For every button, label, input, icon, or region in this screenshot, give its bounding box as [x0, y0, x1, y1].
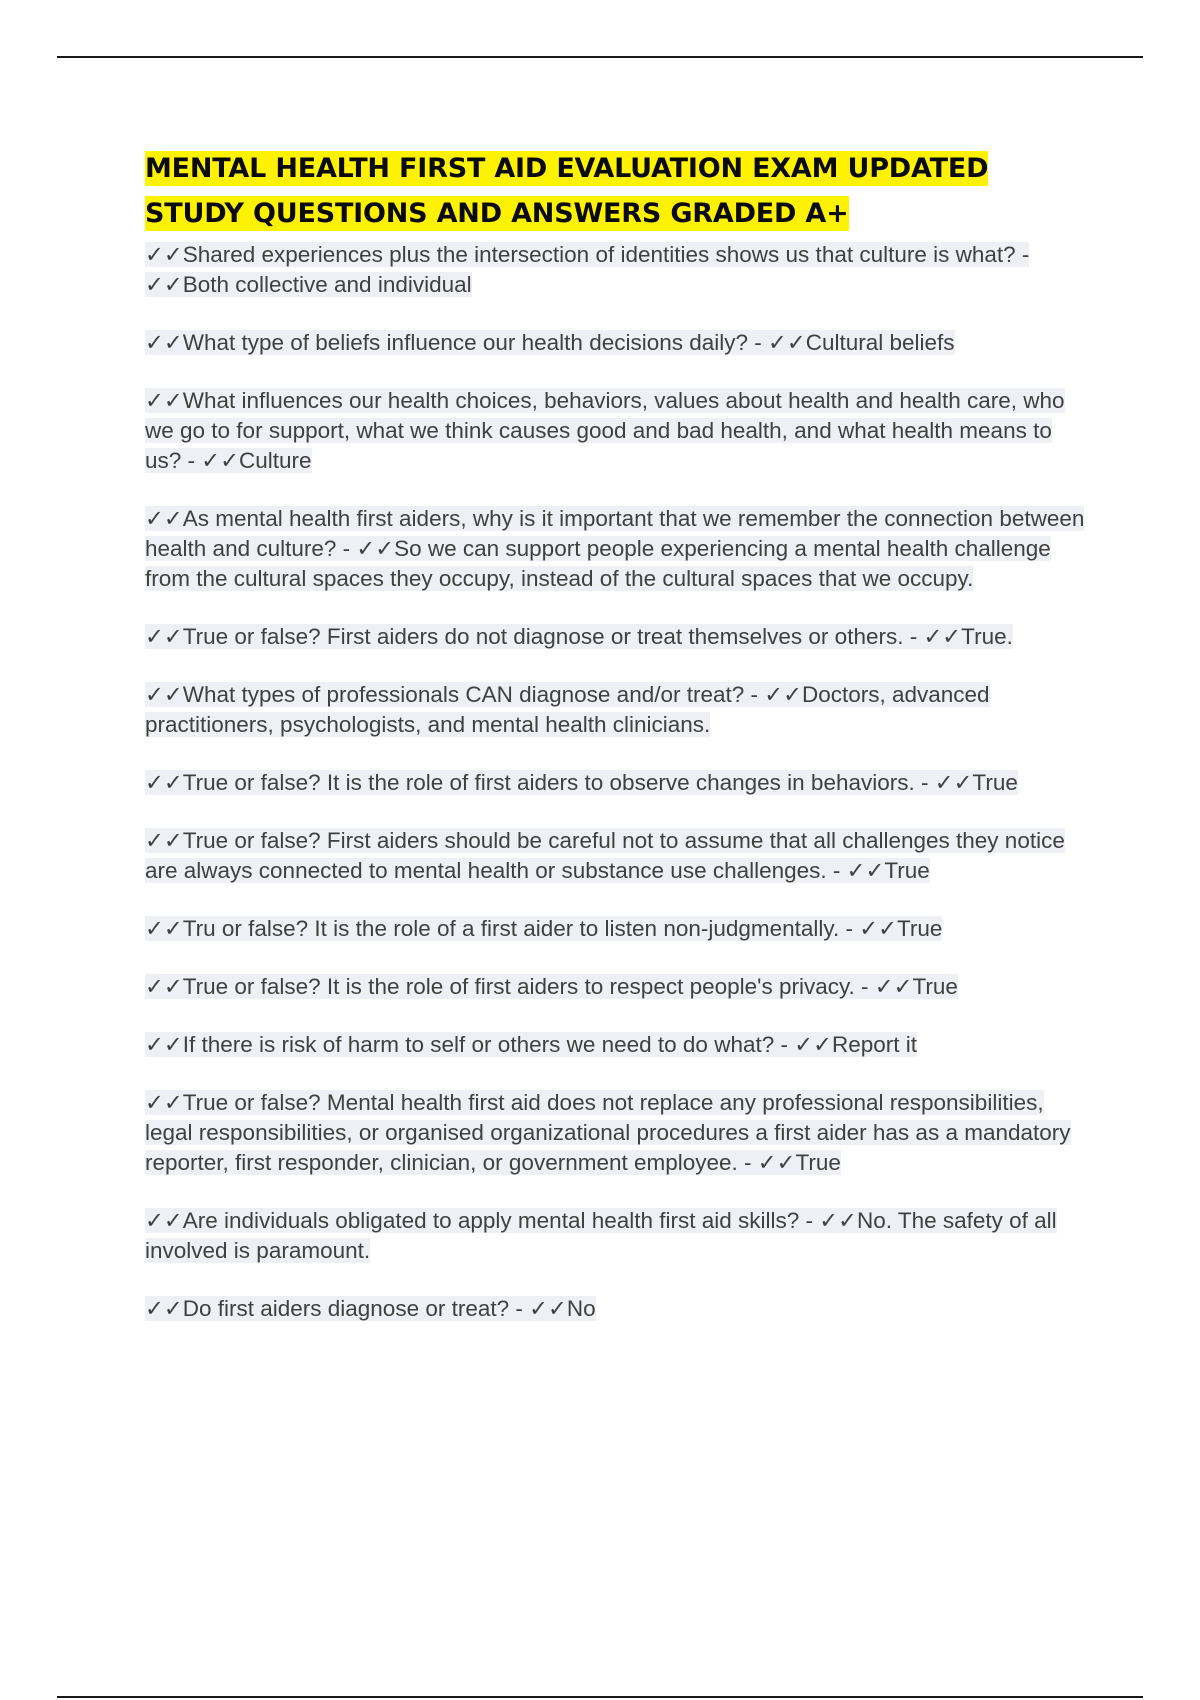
- qa-text: ✓✓As mental health first aiders, why is it important that we remember the connection between health and culture? - ✓✓So we can support people experiencing a mental health challenge from the cultural spaces they occupy, instead of the cultural spaces that we occupy.: [145, 506, 1085, 591]
- document-body: [145, 146, 1085, 1352]
- qa-item: [145, 914, 1085, 944]
- qa-text: ✓✓Do first aiders diagnose or treat? - ✓✓No: [145, 1296, 596, 1321]
- document-title: [145, 146, 1085, 236]
- qa-text: ✓✓True or false? First aiders do not diagnose or treat themselves or others. - ✓✓True.: [145, 624, 1013, 649]
- qa-item: [145, 972, 1085, 1002]
- qa-text: ✓✓Are individuals obligated to apply mental health first aid skills? - ✓✓No. The safety of all involved is paramount.: [145, 1208, 1057, 1263]
- qa-text: ✓✓What influences our health choices, behaviors, values about health and health care, who we go to for support, what we think causes good and bad health, and what health means to us? - ✓✓Culture: [145, 388, 1065, 473]
- qa-item: [145, 1294, 1085, 1324]
- qa-list: [145, 240, 1085, 1324]
- qa-text: ✓✓True or false? It is the role of first aiders to observe changes in behaviors. - ✓✓True: [145, 770, 1018, 795]
- qa-item: [145, 680, 1085, 740]
- qa-text: ✓✓What type of beliefs influence our health decisions daily? - ✓✓Cultural beliefs: [145, 330, 955, 355]
- qa-item: [145, 328, 1085, 358]
- qa-text: ✓✓Tru or false? It is the role of a first aider to listen non-judgmentally. - ✓✓True: [145, 916, 943, 941]
- qa-text: ✓✓True or false? Mental health first aid does not replace any professional responsibilities, legal responsibilities, or organised organizational procedures a first aider has as a mandatory reporter, first responder, clinician, or government employee. - ✓✓True: [145, 1090, 1071, 1175]
- header-rule: [57, 56, 1143, 58]
- qa-item: [145, 240, 1085, 300]
- title-line-2: STUDY QUESTIONS AND ANSWERS GRADED A+: [145, 198, 849, 229]
- qa-text: ✓✓What types of professionals CAN diagnose and/or treat? - ✓✓Doctors, advanced practitioners, psychologists, and mental health clinicians.: [145, 682, 990, 737]
- title-line-1: MENTAL HEALTH FIRST AID EVALUATION EXAM UPDATED: [145, 153, 989, 184]
- qa-item: [145, 1030, 1085, 1060]
- qa-item: [145, 768, 1085, 798]
- qa-item: [145, 1088, 1085, 1178]
- qa-text: ✓✓If there is risk of harm to self or others we need to do what? - ✓✓Report it: [145, 1032, 917, 1057]
- qa-text: ✓✓True or false? First aiders should be careful not to assume that all challenges they notice are always connected to mental health or substance use challenges. - ✓✓True: [145, 828, 1065, 883]
- qa-item: [145, 504, 1085, 594]
- qa-item: [145, 622, 1085, 652]
- qa-text: ✓✓Shared experiences plus the intersection of identities shows us that culture is what? - ✓✓Both collective and individual: [145, 242, 1030, 297]
- qa-text: ✓✓True or false? It is the role of first aiders to respect people's privacy. - ✓✓True: [145, 974, 958, 999]
- qa-item: [145, 826, 1085, 886]
- qa-item: [145, 386, 1085, 476]
- qa-item: [145, 1206, 1085, 1266]
- footer-rule: [57, 1696, 1143, 1698]
